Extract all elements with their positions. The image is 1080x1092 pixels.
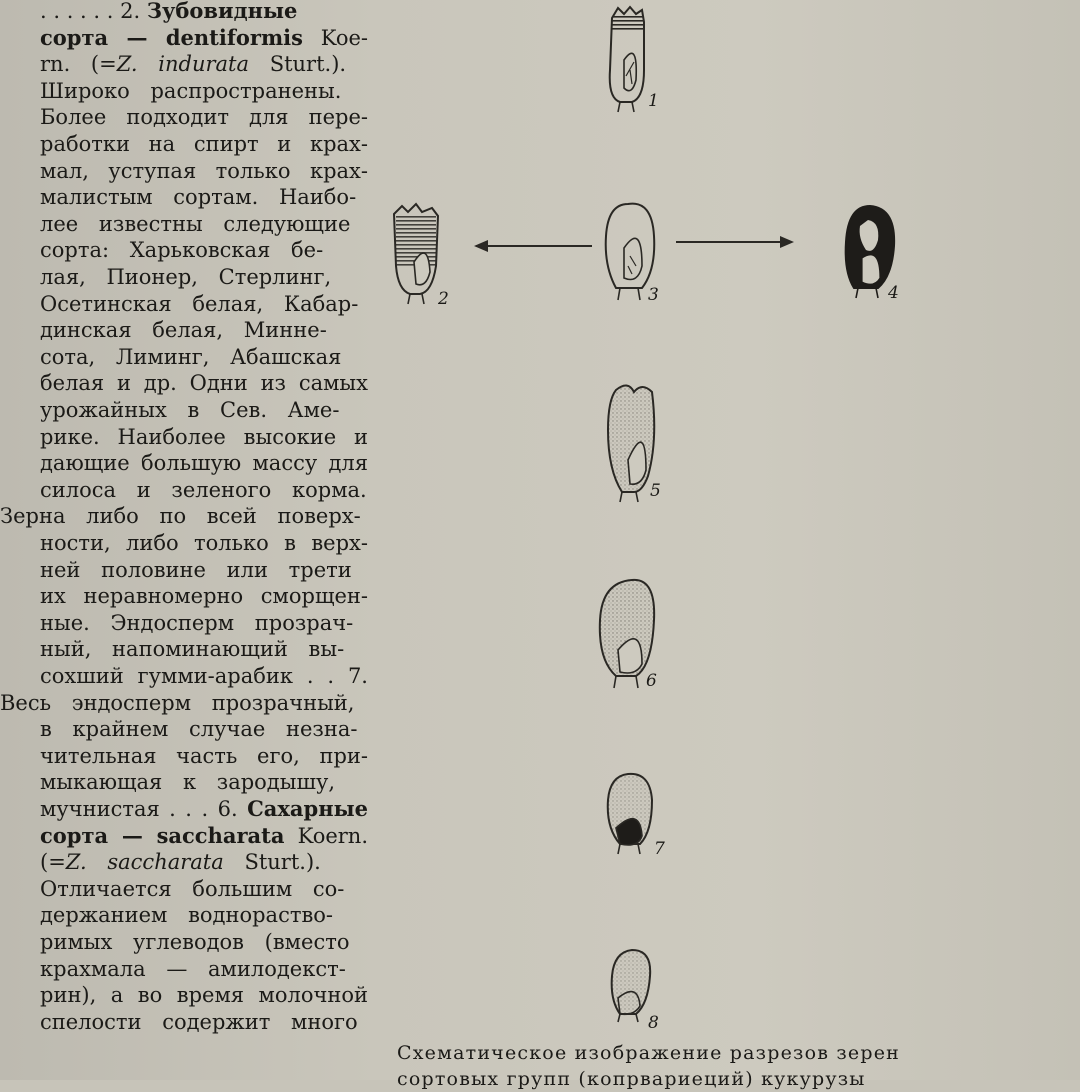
grain-number-8: 8 bbox=[648, 1013, 659, 1033]
text-segment: Z. indurata bbox=[116, 52, 250, 77]
grain-number-5: 5 bbox=[650, 481, 661, 501]
figure-caption-line-2: сортовых групп (копрвариеций) кукурузы bbox=[397, 1068, 866, 1090]
text-line bbox=[40, 158, 368, 185]
grain-sections-figure bbox=[380, 0, 940, 1040]
text-line bbox=[40, 849, 368, 876]
text-line bbox=[40, 929, 368, 956]
text-line bbox=[40, 663, 368, 690]
text-segment: рике. Наиболее высокие и bbox=[40, 424, 368, 449]
grain-8 bbox=[612, 950, 651, 1022]
grain-number-3: 3 bbox=[648, 285, 659, 305]
text-segment: rn. (= bbox=[40, 52, 117, 77]
text-line bbox=[40, 370, 368, 397]
text-line bbox=[40, 769, 368, 796]
arrow-right-icon bbox=[676, 236, 794, 248]
arrow-left-icon bbox=[474, 240, 592, 252]
text-segment: ный, напоминающий вы- bbox=[40, 637, 345, 662]
text-line bbox=[40, 0, 368, 25]
text-segment: Более подходит для пере- bbox=[40, 105, 368, 130]
text-line bbox=[40, 291, 368, 318]
text-segment: дающие большую массу для bbox=[40, 451, 368, 476]
text-line bbox=[0, 503, 372, 530]
text-line bbox=[40, 876, 368, 903]
text-line bbox=[40, 902, 368, 929]
grain-number-1: 1 bbox=[648, 91, 659, 111]
text-segment: ности, либо только в верх- bbox=[40, 531, 368, 555]
text-segment: рин), а во время молочной bbox=[40, 983, 368, 1008]
text-segment: Зерна либо по всей поверх- bbox=[0, 504, 361, 529]
text-line bbox=[40, 716, 368, 743]
text-line bbox=[40, 1009, 368, 1036]
text-segment: Широко распространены. bbox=[40, 78, 342, 103]
grain-number-2: 2 bbox=[438, 289, 449, 309]
figure-caption bbox=[397, 1040, 1077, 1092]
text-segment: сорта — saccharata bbox=[40, 822, 285, 848]
text-segment: сохший гумми-арабик . . 7. bbox=[40, 664, 368, 688]
text-segment: Koern. bbox=[284, 823, 368, 848]
text-line bbox=[40, 823, 368, 850]
grain-5 bbox=[608, 385, 654, 502]
text-segment: . . . . . . 2. bbox=[40, 0, 147, 23]
text-segment: лая, Пионер, Стерлинг, bbox=[40, 265, 332, 289]
text-line bbox=[40, 424, 368, 451]
grain-number-6: 6 bbox=[646, 671, 657, 691]
text-segment: Весь эндосперм прозрачный, bbox=[0, 690, 355, 715]
grain-2 bbox=[394, 204, 438, 304]
text-line bbox=[40, 397, 368, 424]
text-segment: (= bbox=[40, 850, 66, 875]
figure-caption-line-1: Схематическое изображение разрезов зерен bbox=[397, 1042, 901, 1064]
text-segment: ные. Эндосперм прозрач- bbox=[40, 610, 354, 635]
text-line bbox=[40, 796, 368, 823]
text-line bbox=[40, 78, 368, 105]
text-line bbox=[40, 583, 368, 610]
grain-1 bbox=[610, 7, 644, 112]
text-line bbox=[40, 25, 368, 52]
text-segment: Отличается большим со- bbox=[40, 876, 345, 901]
text-segment: лее известны следующие bbox=[40, 211, 351, 236]
text-line bbox=[40, 51, 368, 78]
text-segment: Зубовидные bbox=[146, 0, 298, 23]
text-segment: Осетинская белая, Кабар- bbox=[40, 291, 359, 316]
text-segment: Сахарные bbox=[247, 796, 368, 821]
text-line bbox=[40, 317, 368, 344]
text-segment: мал, уступая только крах- bbox=[40, 158, 368, 183]
text-line bbox=[40, 104, 368, 131]
text-line bbox=[40, 557, 368, 584]
text-segment: чительная часть его, при- bbox=[40, 743, 368, 768]
text-line bbox=[40, 956, 368, 983]
text-line bbox=[0, 690, 372, 717]
text-line bbox=[40, 237, 368, 264]
text-line bbox=[40, 743, 368, 770]
text-segment: их неравномерно сморщен- bbox=[40, 584, 368, 609]
text-segment: урожайных в Сев. Аме- bbox=[40, 398, 340, 422]
text-segment: работки на спирт и крах- bbox=[40, 132, 368, 156]
grain-number-7: 7 bbox=[654, 839, 665, 859]
text-line bbox=[40, 636, 368, 663]
text-segment: силоса и зеленого корма. bbox=[40, 477, 367, 502]
text-line bbox=[40, 184, 368, 211]
text-segment: сота, Лиминг, Абашская bbox=[40, 344, 342, 369]
grain-7 bbox=[608, 774, 652, 854]
text-segment: мучнистая . . . 6. bbox=[40, 797, 248, 821]
text-line bbox=[40, 610, 368, 637]
text-segment: в крайнем случае незна- bbox=[40, 717, 358, 742]
text-line bbox=[40, 477, 368, 504]
text-line bbox=[40, 982, 368, 1009]
text-line bbox=[40, 344, 368, 371]
text-segment: Sturt.). bbox=[249, 52, 347, 77]
grain-number-4: 4 bbox=[888, 283, 899, 303]
text-segment: Z. saccharata bbox=[65, 850, 224, 875]
text-segment: сорта: Харьковская бе- bbox=[40, 238, 324, 263]
text-line bbox=[40, 211, 368, 238]
text-segment: ней половине или трети bbox=[40, 557, 352, 582]
text-line bbox=[40, 450, 368, 477]
text-segment: Koe- bbox=[302, 25, 368, 50]
text-segment: белая и др. Одни из самых bbox=[40, 371, 368, 396]
text-segment: держанием воднораство- bbox=[40, 903, 334, 928]
text-line bbox=[40, 264, 368, 291]
text-line bbox=[40, 131, 368, 158]
text-segment: сорта — dentiformis bbox=[40, 24, 303, 50]
text-segment: динская белая, Минне- bbox=[40, 318, 327, 343]
text-segment: мыкающая к зародышу, bbox=[40, 770, 336, 795]
text-segment: малистым сортам. Наибо- bbox=[40, 185, 357, 210]
text-line bbox=[40, 530, 368, 557]
grain-4 bbox=[846, 206, 894, 298]
text-segment: крахмала — амилодекст- bbox=[40, 956, 346, 981]
text-segment: римых углеводов (вместо bbox=[40, 930, 350, 954]
text-segment: спелости содержит много bbox=[40, 1009, 358, 1034]
text-segment: Sturt.). bbox=[223, 850, 321, 875]
grain-3 bbox=[606, 204, 655, 300]
